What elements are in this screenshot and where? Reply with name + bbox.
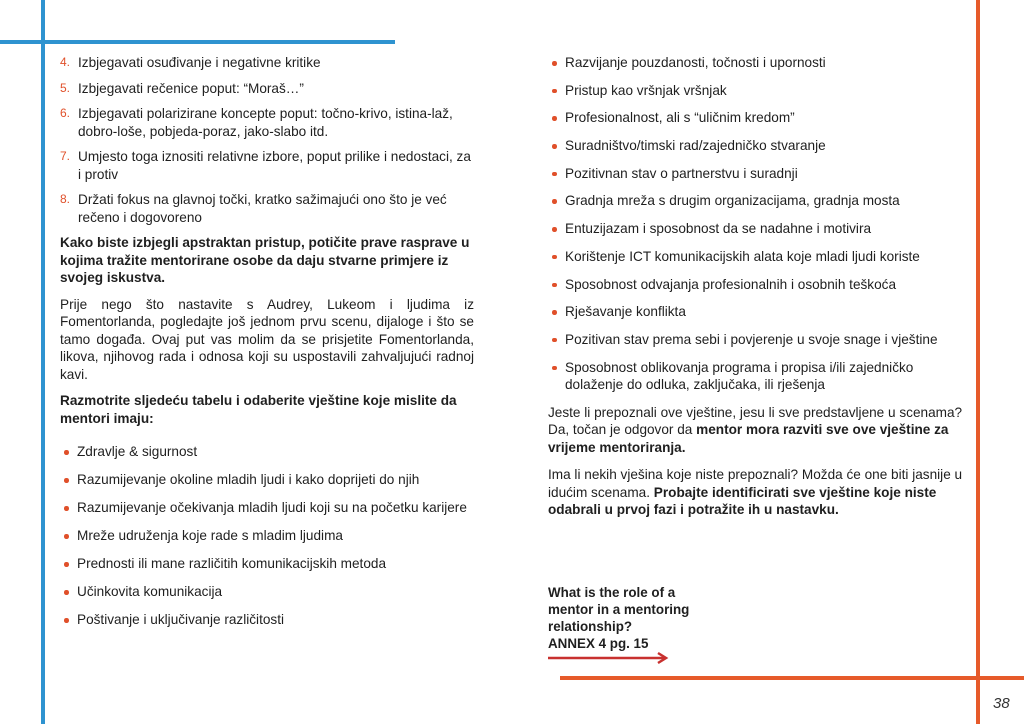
skills-list-left xyxy=(60,443,474,629)
summary-paragraph: Ima li nekih vješina koje niste prepoznali? Možda će one biti jasnije u idućim scenama. Probajte identificirati sve vještine koje niste odabrali u prvoj fazi i potražite ih u nastavku. xyxy=(548,467,963,518)
bold-paragraph: Razmotrite sljedeću tabelu i odaberite vještine koje mislite da mentori imaju: xyxy=(60,393,457,426)
bullet-icon xyxy=(552,338,557,343)
annex-reference[interactable]: What is the role of a mentor in a mentoring relationship? ANNEX 4 pg. 15 xyxy=(548,585,690,651)
bullet-icon xyxy=(552,61,557,66)
list-item: Zdravlje & sigurnost xyxy=(60,443,474,461)
list-item: Razumijevanje okoline mladih ljudi i kako doprijeti do njih xyxy=(60,471,474,489)
list-item: Sposobnost odvajanja profesionalnih i osobnih teškoća xyxy=(548,276,964,294)
page-number: 38 xyxy=(993,695,1010,712)
numbered-list xyxy=(60,54,474,226)
bullet-icon xyxy=(552,144,557,149)
list-item: Sposobnost oblikovanja programa i propisa i/ili zajedničko dolaženje do odluka, zaključaka, ili rješenja xyxy=(548,359,964,394)
list-item: 6. Izbjegavati polarizirane koncepte poput: točno-krivo, istina-laž, dobro-loše, pobjeda-poraz, jako-slabo itd. xyxy=(60,106,453,139)
skills-list-right xyxy=(548,54,964,394)
bold-paragraph: Kako biste izbjegli apstraktan pristup, potičite prave rasprave u kojima tražite mentorirane osobe da daju stvarne primjere iz svojeg iskustva. xyxy=(60,235,470,285)
arrow-right-icon xyxy=(548,651,672,665)
summary-paragraph: Jeste li prepoznali ove vještine, jesu li sve predstavljene u scenama? Da, točan je odgovor da mentor mora razviti sve ove vještine za vrijeme mentoriranja. xyxy=(548,404,963,455)
bullet-icon xyxy=(64,618,69,623)
list-item: 8. Držati fokus na glavnoj točki, kratko sažimajući ono što je već rečeno i dogovoreno xyxy=(60,192,447,225)
list-item: Entuzijazam i sposobnost da se nadahne i motivira xyxy=(548,220,964,238)
list-item: Pristup kao vršnjak vršnjak xyxy=(548,82,964,100)
list-item: 5. Izbjegavati rečenice poput: “Moraš…” xyxy=(60,80,304,96)
list-item: Razvijanje pouzdanosti, točnosti i upornosti xyxy=(548,54,964,72)
list-item: Suradništvo/timski rad/zajedničko stvaranje xyxy=(548,137,964,155)
list-item: Poštivanje i uključivanje različitosti xyxy=(60,611,474,629)
blue-horizontal-line xyxy=(0,40,395,44)
bullet-icon xyxy=(64,590,69,595)
list-item: Mreže udruženja koje rade s mladim ljudima xyxy=(60,527,474,545)
bullet-icon xyxy=(552,283,557,288)
bullet-icon xyxy=(552,89,557,94)
bullet-icon xyxy=(552,255,557,260)
list-item: 4. Izbjegavati osuđivanje i negativne kritike xyxy=(60,55,321,70)
bullet-icon xyxy=(64,506,69,511)
list-item: Rješavanje konflikta xyxy=(548,303,964,321)
bullet-icon xyxy=(552,172,557,177)
bullet-icon xyxy=(64,562,69,567)
bullet-icon xyxy=(64,534,69,539)
left-column xyxy=(60,54,474,639)
bullet-icon xyxy=(64,478,69,483)
list-item: Pozitivnan stav o partnerstvu i suradnji xyxy=(548,165,964,183)
list-item: Gradnja mreža s drugim organizacijama, gradnja mosta xyxy=(548,192,964,210)
list-item: 7. Umjesto toga iznositi relativne izbore, poput prilike i nedostaci, za i protiv xyxy=(60,149,471,182)
orange-horizontal-line xyxy=(560,676,1024,680)
right-column xyxy=(548,54,964,529)
list-item: Profesionalnost, ali s “uličnim kredom” xyxy=(548,109,964,127)
body-paragraph: Prije nego što nastavite s Audrey, Lukeom i ljudima iz Fomentorlanda, pogledajte još jednom prvu scenu, dijaloge i što se tamo događa. Ovaj put vas molim da se prisjetite Fomentorlanda, likova, njihovog rada i odnosa koji su uspostavili zahvaljujući radnoj kavi. xyxy=(60,296,474,382)
bullet-icon xyxy=(552,227,557,232)
orange-vertical-line xyxy=(976,0,980,724)
list-item: Pozitivan stav prema sebi i povjerenje u svoje snage i vještine xyxy=(548,331,964,349)
bullet-icon xyxy=(64,450,69,455)
list-item: Učinkovita komunikacija xyxy=(60,583,474,601)
bullet-icon xyxy=(552,310,557,315)
blue-vertical-line xyxy=(41,0,45,724)
list-item: Prednosti ili mane različitih komunikacijskih metoda xyxy=(60,555,474,573)
list-item: Razumijevanje očekivanja mladih ljudi koji su na početku karijere xyxy=(60,499,474,517)
bullet-icon xyxy=(552,116,557,121)
list-item: Korištenje ICT komunikacijskih alata koje mladi ljudi koriste xyxy=(548,248,964,266)
bullet-icon xyxy=(552,199,557,204)
bullet-icon xyxy=(552,366,557,371)
